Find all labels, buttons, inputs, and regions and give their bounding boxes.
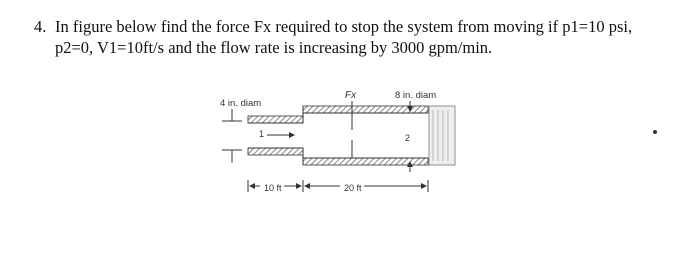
stray-mark bbox=[653, 130, 657, 134]
point-2-label: 2 bbox=[405, 133, 411, 143]
point-1-label: 1 bbox=[259, 129, 265, 139]
right-diameter-label: 8 in. diam bbox=[395, 90, 437, 101]
problem-line-1: In figure below find the force Fx required to stop the system from moving if p1=10 psi, bbox=[55, 17, 633, 36]
pipe-outlet bbox=[429, 106, 455, 165]
problem-line-2: p2=0, V1=10ft/s and the flow rate is increasing by 3000 gpm/min. bbox=[55, 38, 493, 57]
dim-10ft-label: 10 ft bbox=[264, 183, 282, 193]
left-diameter-dimension bbox=[222, 109, 242, 163]
left-diameter-label: 4 in. diam bbox=[220, 98, 262, 109]
force-label: Fx bbox=[345, 90, 357, 101]
problem-number: 4. bbox=[34, 17, 47, 36]
dim-20ft-label: 20 ft bbox=[344, 183, 362, 193]
